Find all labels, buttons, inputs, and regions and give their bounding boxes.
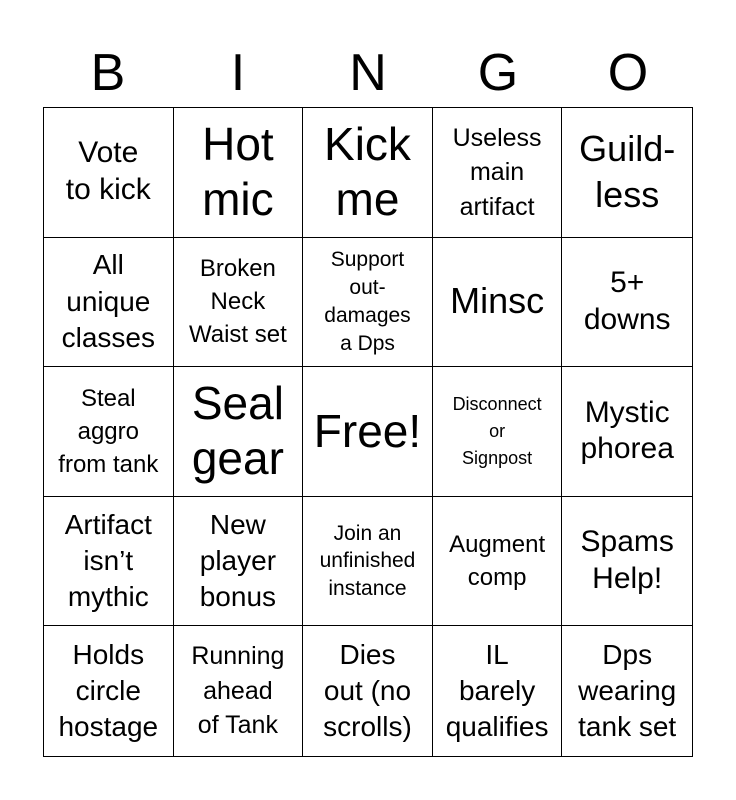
bingo-header xyxy=(43,38,693,108)
bingo-cell[interactable]: Hot mic xyxy=(174,108,304,238)
bingo-cell[interactable]: Kick me xyxy=(303,108,433,238)
bingo-cell[interactable]: Spams Help! xyxy=(562,497,692,627)
bingo-cell[interactable]: Guild- less xyxy=(562,108,692,238)
bingo-board xyxy=(43,107,693,757)
header-letter-b: B xyxy=(90,44,126,102)
header-letter-n: N xyxy=(349,44,387,102)
bingo-cell[interactable]: Dies out (no scrolls) xyxy=(303,626,433,756)
bingo-cell[interactable]: Broken Neck Waist set xyxy=(174,238,304,368)
bingo-cell[interactable]: Artifact isn’t mythic xyxy=(44,497,174,627)
bingo-cell[interactable]: Seal gear xyxy=(174,367,304,497)
header-letter-g: G xyxy=(477,44,519,102)
bingo-cell[interactable]: All unique classes xyxy=(44,238,174,368)
bingo-cell[interactable]: Minsc xyxy=(433,238,563,368)
bingo-cell[interactable]: Dps wearing tank set xyxy=(578,638,677,743)
bingo-cell[interactable]: Support out- damages a Dps xyxy=(303,238,433,368)
bingo-cell[interactable]: Augment comp xyxy=(433,497,563,627)
bingo-cell[interactable]: Join an unfinished instance xyxy=(303,497,433,627)
bingo-cell[interactable]: IL barely qualifies xyxy=(433,626,563,756)
header-letter-i: I xyxy=(230,44,246,102)
bingo-cell[interactable]: Disconnect or Signpost xyxy=(433,367,563,497)
header-letter-o: O xyxy=(607,44,649,102)
bingo-cell[interactable]: Mystic phorea xyxy=(562,367,692,497)
bingo-cell[interactable]: 5+ downs xyxy=(562,238,692,368)
free-space[interactable]: Free! xyxy=(303,367,433,497)
bingo-cell[interactable]: Running ahead of Tank xyxy=(174,626,304,756)
bingo-cell[interactable]: Holds circle hostage xyxy=(44,626,174,756)
bingo-cell[interactable]: Vote to kick xyxy=(44,108,174,238)
bingo-cell[interactable]: Steal aggro from tank xyxy=(44,367,174,497)
bingo-cell[interactable]: Useless main artifact xyxy=(433,108,563,238)
bingo-cell[interactable]: New player bonus xyxy=(174,497,304,627)
